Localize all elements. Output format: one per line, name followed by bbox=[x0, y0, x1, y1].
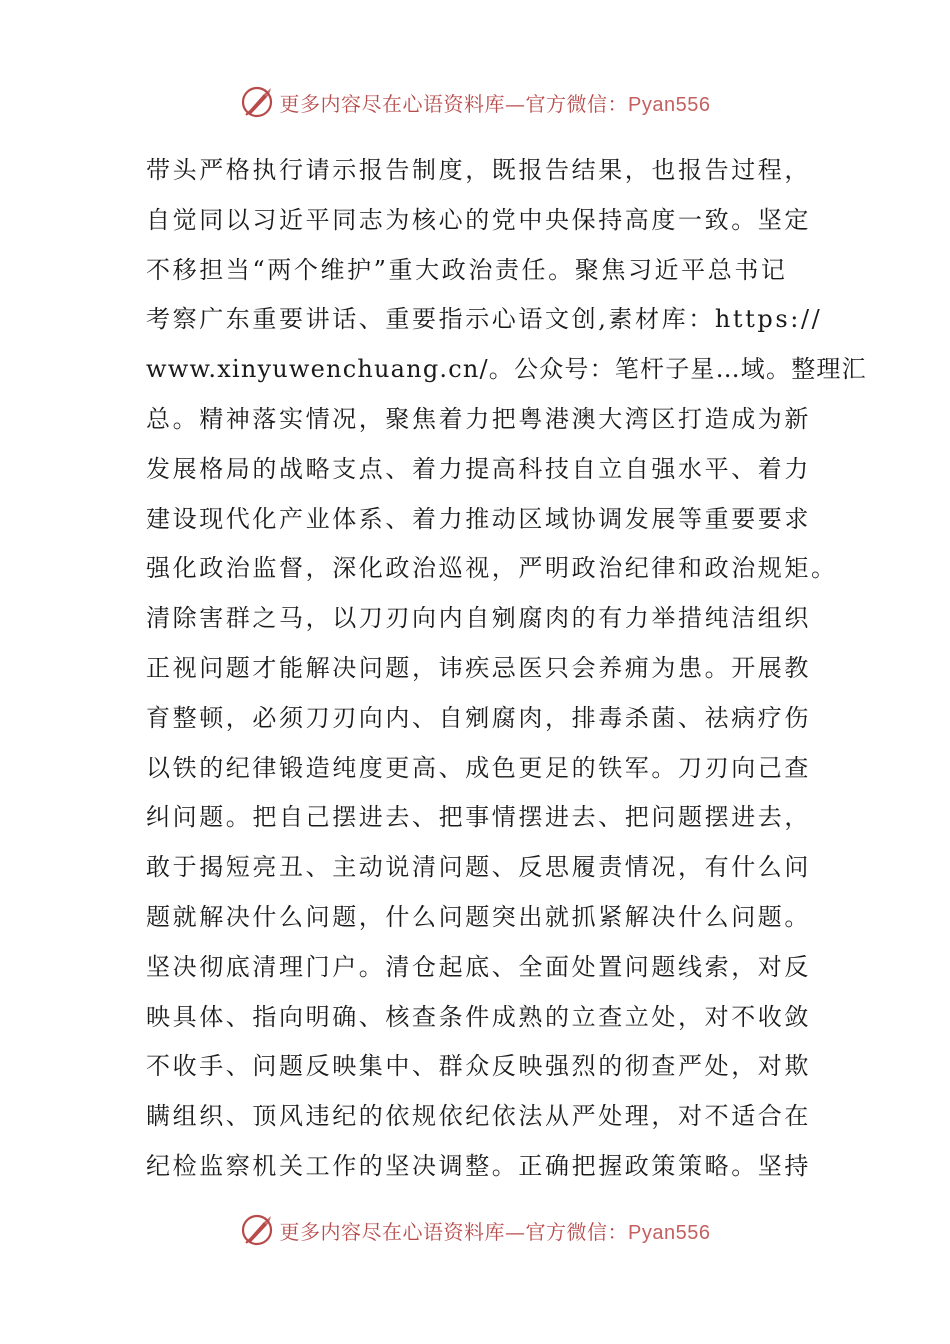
body-line-11: 正视问题才能解决问题，讳疾忌医只会养痈为患。开展教 bbox=[146, 653, 811, 682]
body-line-15: 敢于揭短亮丑、主动说清问题、反思履责情况，有什么问 bbox=[146, 853, 811, 882]
header-banner-label: 更多内容尽在心语资料库—官方微信： bbox=[279, 91, 629, 116]
body-line-6: 总。精神落实情况，聚焦着力把粤港澳大湾区打造成为新 bbox=[146, 404, 811, 433]
body-line-7: 发展格局的战略支点、着力提高科技自立自强水平、着力 bbox=[146, 454, 811, 483]
body-line-16: 题就解决什么问题，什么问题突出就抓紧解决什么问题。 bbox=[146, 902, 811, 931]
body-line-14: 纠问题。把自己摆进去、把事情摆进去、把问题摆进去， bbox=[146, 803, 811, 832]
body-line-10: 清除害群之马，以刀刃向内自剜腐肉的有力举措纯洁组织 bbox=[146, 604, 811, 633]
footer-wechat-handle: Pyan556 bbox=[628, 1221, 711, 1244]
body-line-18: 映具体、指向明确、核查条件成熟的立查立处，对不收敛 bbox=[146, 1002, 811, 1031]
body-line-4: 考察广东重要讲话、重要指示心语文创,素材库：https:// bbox=[146, 305, 823, 334]
footer-banner bbox=[0, 1210, 950, 1250]
body-line-3: 不移担当“两个维护”重大政治责任。聚焦习近平总书记 bbox=[146, 255, 788, 284]
body-line-13: 以铁的纪律锻造纯度更高、成色更足的铁军。刀刃向己查 bbox=[146, 753, 811, 782]
header-wechat-handle: Pyan556 bbox=[628, 93, 711, 116]
header-banner-text bbox=[280, 88, 711, 117]
quill-logo-icon bbox=[240, 85, 274, 119]
footer-banner-label: 更多内容尽在心语资料库—官方微信： bbox=[279, 1219, 629, 1244]
header-banner bbox=[0, 82, 950, 122]
body-line-9: 强化政治监督，深化政治巡视，严明政治纪律和政治规矩。 bbox=[146, 554, 838, 583]
footer-banner-text bbox=[280, 1216, 711, 1245]
body-line-8: 建设现代化产业体系、着力推动区域协调发展等重要要求 bbox=[146, 504, 811, 533]
body-line-2: 自觉同以习近平同志为核心的党中央保持高度一致。坚定 bbox=[146, 205, 811, 234]
body-line-20: 瞒组织、顶风违纪的依规依纪依法从严处理，对不适合在 bbox=[146, 1102, 811, 1131]
body-line-1: 带头严格执行请示报告制度，既报告结果，也报告过程， bbox=[146, 156, 811, 184]
document-body bbox=[146, 146, 867, 1192]
quill-logo-icon bbox=[240, 1213, 274, 1247]
body-line-21: 纪检监察机关工作的坚决调整。正确把握政策策略。坚持 bbox=[146, 1151, 811, 1180]
body-line-17: 坚决彻底清理门户。清仓起底、全面处置问题线索，对反 bbox=[146, 952, 811, 981]
body-line-12: 育整顿，必须刀刃向内、自剜腐肉，排毒杀菌、祛病疗伤 bbox=[146, 703, 811, 732]
body-line-19: 不收手、问题反映集中、群众反映强烈的彻查严处，对欺 bbox=[146, 1052, 811, 1081]
body-line-5: www.xinyuwenchuang.cn/。公众号：笔杆子星…域。整理汇 bbox=[146, 355, 867, 384]
